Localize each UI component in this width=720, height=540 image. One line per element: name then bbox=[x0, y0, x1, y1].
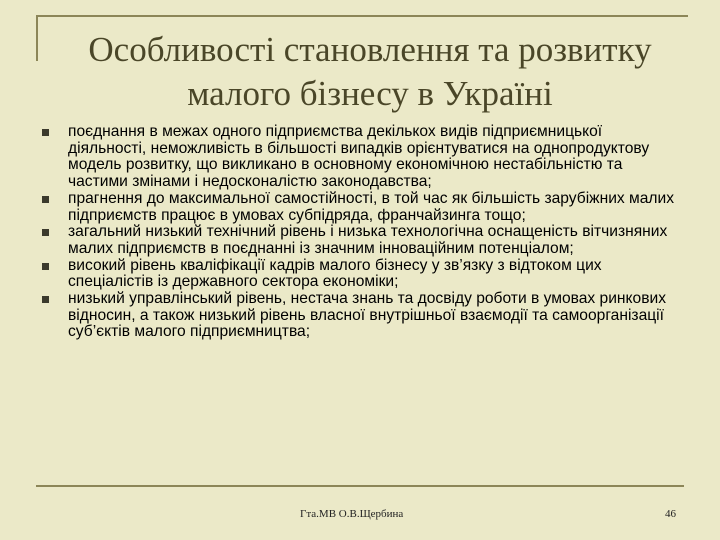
bullet-text: прагнення до максимальної самостійності, в той час як більшість зарубіжних малих підприємств працює в умовах субпідряда, франчайзинга тощо; bbox=[68, 189, 675, 224]
title-corner-line-horizontal bbox=[36, 15, 688, 17]
square-bullet-icon bbox=[42, 196, 49, 203]
square-bullet-icon bbox=[42, 296, 49, 303]
title-corner-line-vertical bbox=[36, 15, 38, 61]
bullet-text: високий рівень кваліфікації кадрів малого бізнесу у зв’язку з відтоком цих спеціалістів із державного сектора економіки; bbox=[68, 256, 602, 291]
footer-divider bbox=[36, 485, 684, 487]
bullet-item bbox=[38, 291, 678, 341]
title-line-2: малого бізнесу в Україні bbox=[187, 74, 553, 113]
square-bullet-icon bbox=[42, 129, 49, 136]
bullet-item bbox=[38, 258, 678, 291]
bullet-item bbox=[38, 224, 678, 257]
footer-author: Гта.МВ О.В.Щербина bbox=[300, 508, 404, 520]
page-number: 46 bbox=[665, 508, 676, 520]
bullet-item bbox=[38, 191, 678, 224]
title-line-1: Особливості становлення та розвитку bbox=[88, 30, 652, 69]
bullet-text: поєднання в межах одного підприємства декількох видів підприємницької діяльності, неможливість в більшості випадків орієнтуватися на однопродуктову модель розвитку, що викликано в основному економічною нестабільністю та частими змінами і недосконалістю законодавства; bbox=[68, 123, 650, 191]
bullet-item bbox=[38, 124, 678, 191]
slide-title bbox=[40, 28, 700, 116]
square-bullet-icon bbox=[42, 263, 49, 270]
bullet-text: низький управлінський рівень, нестача знань та досвіду роботи в умовах ринкових відносин, а також низький рівень власної внутрішньої взаємодії та самоорганізації суб’єктів малого підприємництва; bbox=[68, 290, 666, 341]
bullet-text: загальний низький технічний рівень і низька технологічна оснащеність вітчизняних малих підприємств в поєднанні із значним інноваційним потенціалом; bbox=[68, 223, 668, 257]
bullet-list bbox=[38, 124, 678, 341]
square-bullet-icon bbox=[42, 229, 49, 236]
